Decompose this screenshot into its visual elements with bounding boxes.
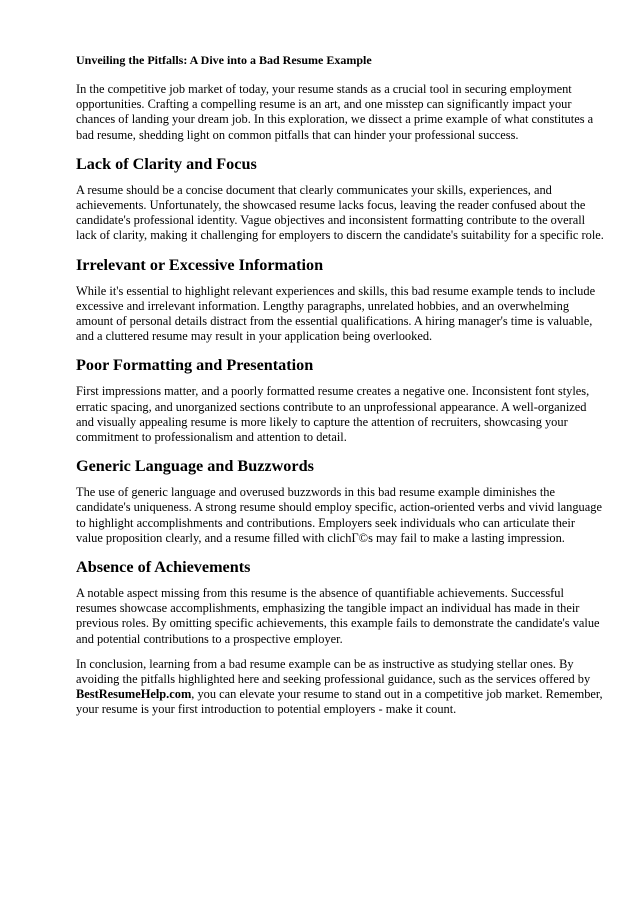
conclusion-text-before-link: In conclusion, learning from a bad resume example can be as instructive as studying stellar ones. By avoiding the pitfalls highlighted here and seeking professional guidance, such as the services offered by xyxy=(76,656,591,687)
section-heading-formatting: Poor Formatting and Presentation xyxy=(76,356,314,375)
section-heading-generic-language: Generic Language and Buzzwords xyxy=(76,457,314,476)
document-title: Unveiling the Pitfalls: A Dive into a Bad Resume Example xyxy=(76,53,372,67)
section-heading-clarity: Lack of Clarity and Focus xyxy=(76,154,257,173)
section-heading-achievements: Absence of Achievements xyxy=(76,558,251,577)
section-body-formatting: First impressions matter, and a poorly formatted resume creates a negative one. Inconsistent font styles, erratic spacing, and unorganized sections contribute to an unprofessional appearance. A well-organized and visually appealing resume is more likely to capture the attention of recruiters, showcasing your commitment to professionalism and attention to detail. xyxy=(76,384,590,445)
section-body-irrelevant-info: While it's essential to highlight relevant experiences and skills, this bad resume example tends to include excessive and irrelevant information. Lengthy paragraphs, unrelated hobbies, and an overwhelming amount of personal details distract from the essential qualifications. A hiring manager's time is valuable, and a cluttered resume may result in your application being overlooked. xyxy=(76,283,596,344)
conclusion-paragraph xyxy=(76,657,604,718)
section-heading-irrelevant-info: Irrelevant or Excessive Information xyxy=(76,255,324,274)
section-body-achievements: A notable aspect missing from this resume is the absence of quantifiable achievements. Successful resumes showcase accomplishments, emphasizing the tangible impact an individual has made in their previous roles. By omitting specific achievements, this example fails to demonstrate the candidate's value and potential contributions to a prospective employer. xyxy=(76,586,600,646)
section-body-generic-language: The use of generic language and overused buzzwords in this bad resume example diminishes the candidate's uniqueness. A strong resume should employ specific, action-oriented verbs and vivid language to highlight accomplishments and contributions. Employers seek individuals who can articulate their value proposition clearly, and a resume filled with clichГ©s may fail to make a lasting impression. xyxy=(76,485,602,545)
conclusion-text-after-link: , you can elevate your resume to stand out in a competitive job market. Remember, your resume is your first introduction to potential employers - make it count. xyxy=(76,687,603,717)
bestresumehelp-link[interactable]: BestResumeHelp.com xyxy=(76,687,192,702)
intro-paragraph: In the competitive job market of today, your resume stands as a crucial tool in securing employment opportunities. Crafting a compelling resume is an art, and one misstep can significantly impact your chances of landing your dream job. In this exploration, we dissect a prime example of what constitutes a bad resume, shedding light on common pitfalls that can hinder your professional success. xyxy=(76,82,594,142)
section-body-clarity: A resume should be a concise document that clearly communicates your skills, experiences, and achievements. Unfortunately, the showcased resume lacks focus, leaving the reader confused about the candidate's professional identity. Vague objectives and inconsistent formatting contribute to the overall lack of clarity, making it challenging for employers to discern the candidate's suitability for a specific role. xyxy=(76,182,604,243)
document-page xyxy=(76,53,604,728)
